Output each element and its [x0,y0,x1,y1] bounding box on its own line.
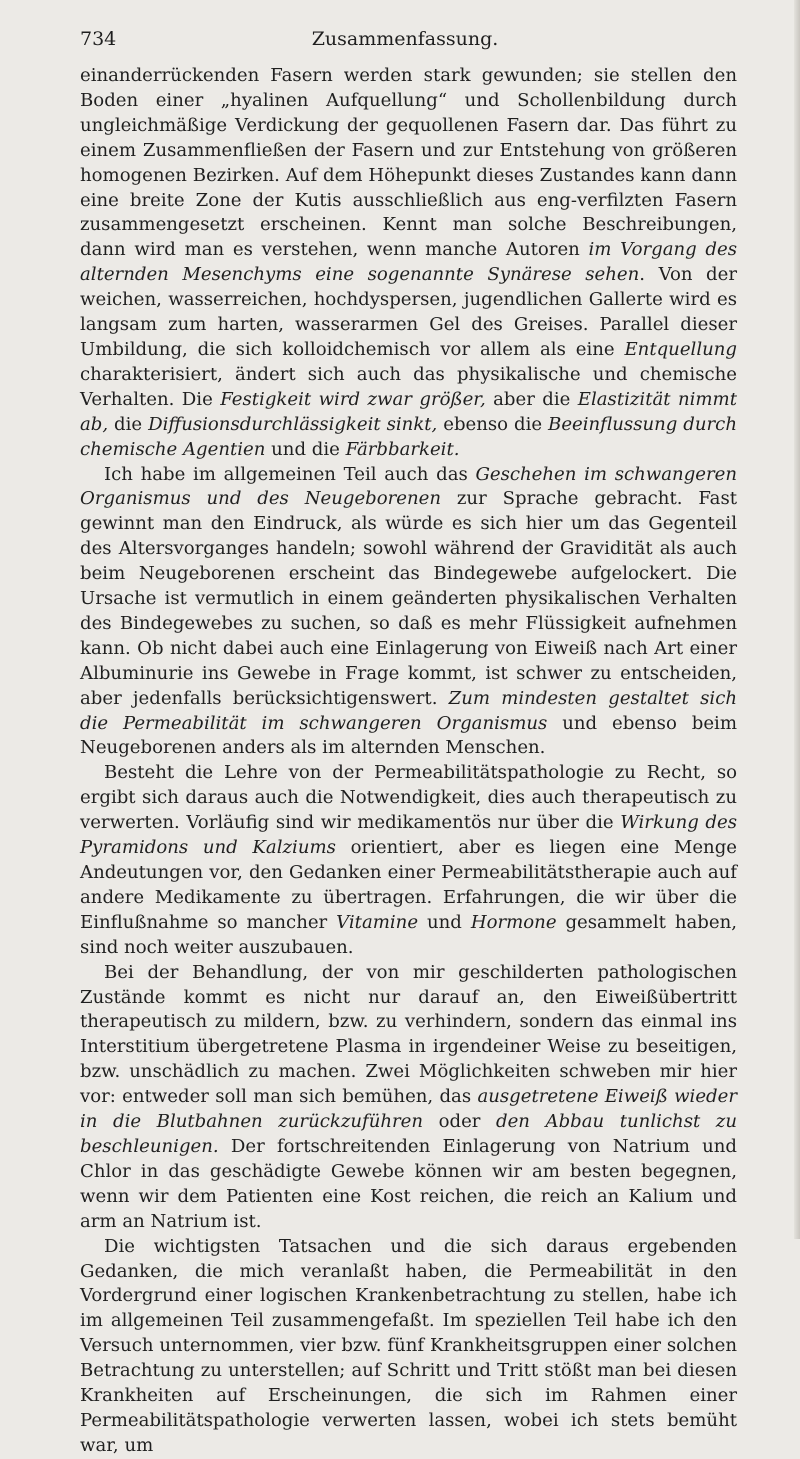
emphasized-text: Elastizität nimmt ab, [80,388,737,435]
emphasized-text: Geschehen im schwangeren Organismus und des Neugeborenen [80,463,737,510]
page-number: 734 [80,28,117,50]
emphasized-text: Vitamine [336,911,419,933]
paragraph-2 [80,463,737,762]
emphasized-text: Diffusionsdurchlässigkeit sinkt, [148,413,438,435]
emphasized-text: Wirkung des Pyramidons und Kalziums [80,812,737,859]
text-run: . Von der weichen, wasserreichen, hochdyspersen, jugendlichen Gallerte wird es langsam zum harten, wasserarmen Gel des Greises. Parallel dieser Umbildung, die sich kolloidchemisch vor allem als eine [80,264,737,360]
text-run: aber die [485,388,578,410]
text-run: und die [265,438,346,460]
emphasized-text: Beeinflussung durch chemische Agentien [80,413,737,460]
page-edge-shadow [794,0,800,1239]
text-run: charakterisiert, ändert sich auch das physikalische und chemische Verhalten. Die [80,363,737,410]
emphasized-text: Färbbarkeit. [345,438,460,460]
text-run: Die wichtigsten Tatsachen und die sich daraus ergebenden Gedanken, die mich veranlaßt haben, die Permeabilität in den Vordergrund einer logischen Krankenbetrachtung zu stellen, habe ich im allgemeinen Teil zusammengefaßt. Im speziellen Teil habe ich den Versuch unternommen, vier bzw. fünf Krankheitsgruppen einer solchen Betrachtung zu unterstellen; auf Schritt und Tritt stößt man bei diesen Krankheiten auf Erscheinungen, die sich im Rahmen einer Permeabilitätspathologie verwerten lassen, wobei ich stets bemüht war, um [80,1235,737,1456]
paragraph-3 [80,761,737,960]
text-run: oder [423,1111,497,1133]
paragraph-1 [80,64,737,463]
body-text [80,64,737,1459]
emphasized-text: Zum mindesten gestaltet sich die Permeabilität im schwangeren Organismus [80,687,737,734]
text-run: und [418,911,471,933]
text-run: Besteht die Lehre von der Permeabilitätspathologie zu Recht, so ergibt sich daraus auch die Notwendigkeit, dies auch therapeutisch zu verwerten. Vorläufig sind wir medikamentös nur über die [80,762,737,834]
text-run: Ich habe im allgemeinen Teil auch das [104,463,476,485]
page-header [80,28,730,58]
text-run: Bei der Behandlung, der von mir geschilderten pathologischen Zustände kommt es nicht nur darauf an, den Eiweißübertritt therapeutisch zu mildern, bzw. zu verhindern, sondern das einmal ins Interstitium übergetretene Plasma in irgendeiner Weise zu beseitigen, bzw. unschädlich zu machen. Zwei Möglichkeiten schweben mir hier vor: entweder soll man sich bemühen, das [80,961,737,1108]
paragraph-5 [80,1235,737,1459]
text-run: ebenso die [437,413,549,435]
emphasized-text: Hormone [470,911,557,933]
emphasized-text: ausgetretene Eiweiß wieder in die Blutbahnen zurückzuführen [80,1086,737,1133]
text-run: gesammelt haben, sind noch weiter auszubauen. [80,911,737,958]
emphasized-text: den Abbau tunlichst zu beschleunigen. [80,1111,737,1157]
text-run: zur Sprache gebracht. Fast gewinnt man den Eindruck, als würde es sich hier um das Gegenteil des Altersvorganges handeln; sowohl während der Gravidität als auch beim Neugeborenen erscheint das Bindegewebe aufgelockert. Die Ursache ist vermutlich in einem geänderten physikalischen Verhalten des Bindegewebes zu suchen, so daß es mehr Flüssigkeit aufnehmen kann. Ob nicht dabei auch eine Einlagerung von Eiweiß nach Art einer Albuminurie ins Gewebe in Frage kommt, ist schwer zu entscheiden, aber jedenfalls berücksichtigenswert. [80,488,737,709]
running-title: Zusammenfassung. [311,28,499,50]
emphasized-text: Entquellung [624,338,737,360]
emphasized-text: im Vorgang des alternden Mesenchyms eine sogenannte Synärese sehen [80,239,737,286]
text-run: die [108,413,149,435]
text-run: einanderrückenden Fasern werden stark gewunden; sie stellen den Boden einer „hyalinen Aufquellung“ und Schollenbildung durch ungleichmäßige Verdickung der gequollenen Fasern dar. Das führt zu einem Zusammenfließen der Fasern und zur Entstehung von größeren homogenen Bezirken. Auf dem Höhepunkt dieses Zustandes kann dann eine breite Zone der Kutis ausschließlich aus eng-verfilzten Fasern zusammengesetzt erscheinen. Kennt man solche Beschreibungen, dann wird man es verstehen, wenn manche Autoren [80,65,737,261]
text-run: orientiert, aber es liegen eine Menge Andeutungen vor, den Gedanken einer Permeabilitätstherapie auch auf andere Medikamente zu übertragen. Erfahrungen, die wir über die Einflußnahme so mancher [80,837,737,933]
emphasized-text: Festigkeit wird zwar größer, [220,388,486,410]
paragraph-4 [80,961,737,1235]
text-run: Der fortschreitenden Einlagerung von Natrium und Chlor in das geschädigte Gewebe können wir am besten begegnen, wenn wir dem Patienten eine Kost reichen, die reich an Kalium und arm an Natrium ist. [80,1135,737,1232]
text-run: und ebenso beim Neugeborenen anders als im alternden Menschen. [80,712,737,759]
